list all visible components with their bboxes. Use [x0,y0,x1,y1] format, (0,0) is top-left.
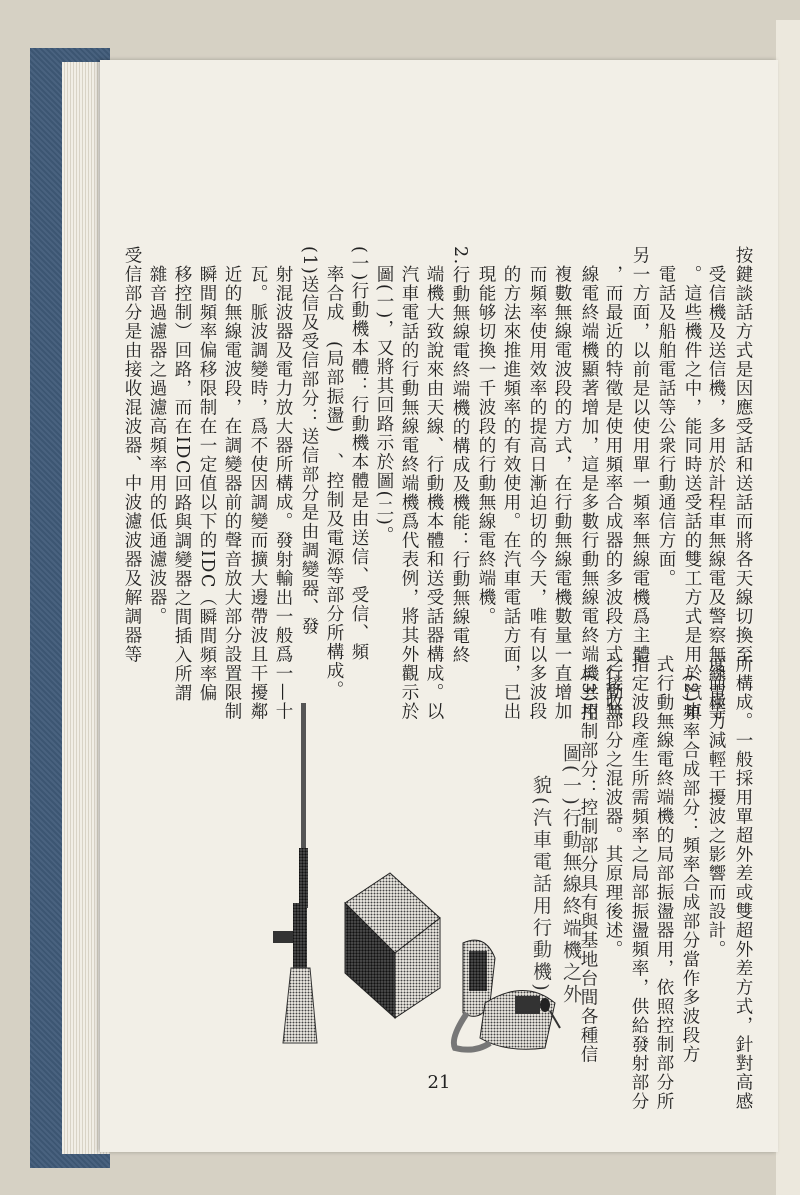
text-line: 圖(一)，又將其回路示於圖(二)。 [374,265,394,546]
text-line: (3)控制部分：控制部分具有與基地台間各種信 [578,674,598,1065]
mobile-terminal-figure [235,703,565,1053]
text-line: 移控制）回路，而在IDC回路與調變器之間插入所謂 [172,265,192,703]
text-line: 電話及船舶電話等公衆行動通信方面。 [656,265,676,588]
text-line: 汽車電話的行動無線電終端機爲代表例，將其外觀示於 [399,265,419,721]
text-line: 受信機及送信機，多用於計程車無線電及警察無線電等 [706,265,726,721]
mobile-unit-body [345,873,440,1018]
text-line: 指定波段產生所需頻率之局部振盪頻率，供給發射部分 [629,655,649,1111]
figure-caption-line1: 圖(一)行動無線終端機之外 [560,743,582,1006]
text-line: 受信部分是由接收混波器、中波濾波器及解調器等 [122,246,142,664]
text-line: 線電終端機顯著增加，這是多數行動無線電終端機共用 [579,265,599,721]
text-line: 瓦。脈波調變時，爲不使因調變而擴大邊帶波且干擾鄰 [248,265,268,721]
text-line: 所構成。一般採用單超外差或雙超外差方式，針對高感 [733,655,753,1111]
text-line: (一)行動機本體：行動機本體是由送信、受信、頻 [349,246,369,662]
text-line: 按鍵談話方式是因應受話和送話而將各天線切換至 [733,246,753,664]
page-number: 21 [427,1072,451,1093]
figure-caption-line2: 貌(汽車電話用行動機) [530,775,552,994]
text-line: 近的無線電波段，在調變器前的聲音放大部分設置限制 [222,265,242,721]
text-line: 的方法來推進頻率的有效使用。在汽車電話方面，已出 [501,265,521,721]
text-line: 之接收部分之混波器。其原理後述。 [603,655,623,959]
opposite-page-edge [776,20,800,1195]
antenna [273,703,317,1043]
text-line: 雜音過濾器之過濾高頻率用的低通濾波器。 [147,265,167,626]
text-line: 。這些機件之中，能同時送受話的雙工方式是用於汽車 [682,265,702,721]
text-line: 式行動無線電終端機的局部振盪器用，依照控制部分所 [654,655,674,1111]
text-line: 而頻率使用效率的提高日漸迫切的今天，唯有以多波段 [527,265,547,721]
text-line: 率合成 (局部振盪) 、控制及電源等部分所構成。 [324,265,344,700]
text-line: (2)頻率合成部分：頻率合成部分當作多波段方 [680,674,700,1065]
text-line: (1)送信及受信部分：送信部分是由調變器、發 [299,246,319,637]
text-line: ，而最近的特徵是使用頻率合成器的多波段方式行動無 [603,265,623,721]
text-line: 瞬間頻率偏移限制在一定值以下的IDC（瞬間頻率偏 [197,265,217,703]
text-line: 複數無線電波段的方式，在行動無線電機數量一直增加 [552,265,572,721]
text-line: 現能够切換一千波段的行動無線電終端機。 [476,265,496,626]
text-line: 度而極力減輕干擾波之影響而設計。 [706,655,726,959]
text-line: 2.行動無線電終端機的構成及機能：行動無線電終 [450,246,470,665]
text-line: 射混波器及電力放大器所構成。發射輸出一般爲一—十 [273,265,293,721]
text-line: 另一方面，以前是以使用單一頻率無線電機爲主體 [630,246,650,664]
text-line: 端機大致說來由天線、行動機本體和送受話器構成。以 [424,265,444,721]
book-page [100,60,778,1152]
